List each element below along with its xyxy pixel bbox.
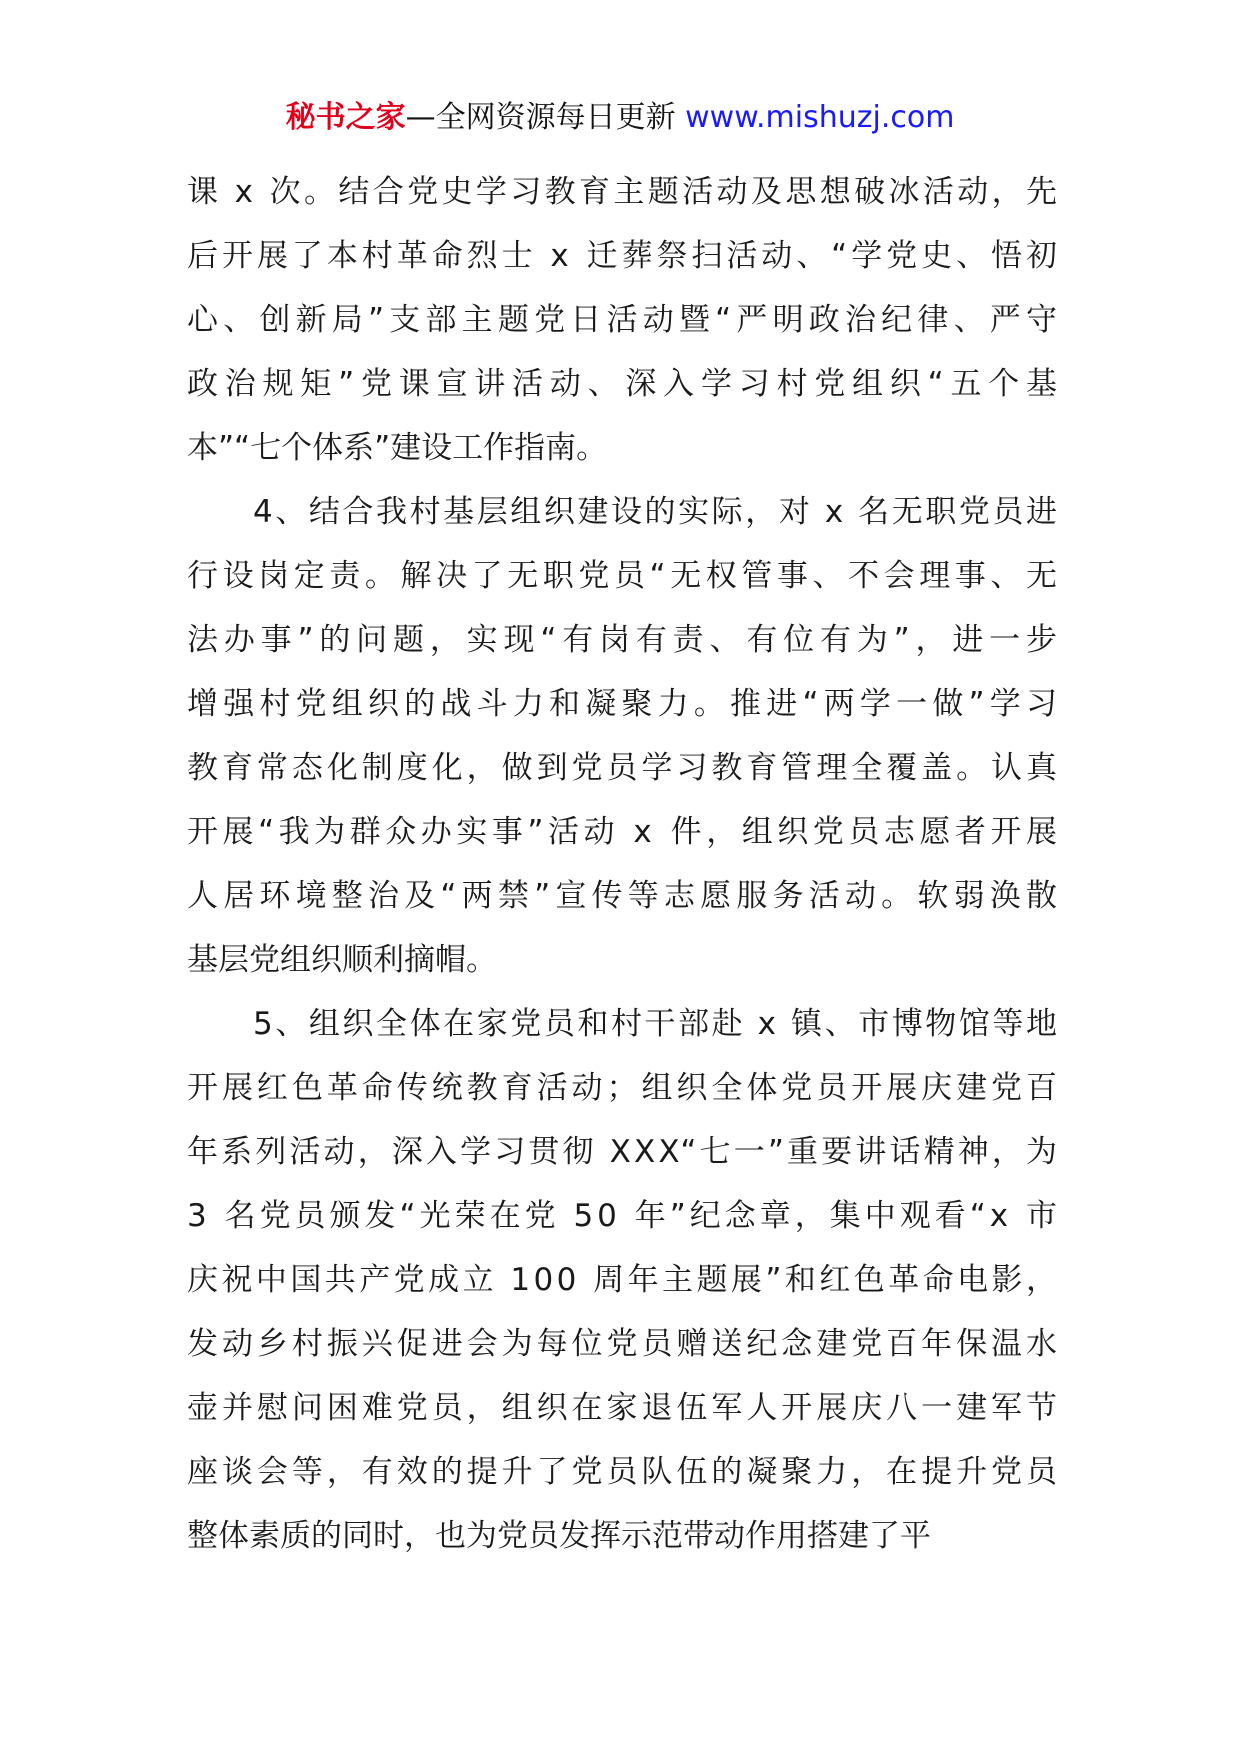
paragraph-first-line: 4、结合我村基层组织建设的实际，对 x 名无职党员进 <box>253 494 1060 530</box>
text-line: 开展“我为群众办实事”活动 x 件，组织党员志愿者开展 <box>187 814 1062 850</box>
paragraph-first-line: 5、组织全体在家党员和村干部赴 x 镇、市博物馆等地 <box>253 1006 1060 1042</box>
text-line: 后开展了本村革命烈士 x 迁葬祭扫活动、“学党史、悟初 <box>187 238 1061 274</box>
site-url-link[interactable]: www.mishuzj.com <box>685 100 955 135</box>
text-line: 本”“七个体系”建设工作指南。 <box>187 430 608 466</box>
document-body <box>187 160 1064 1568</box>
text-line: 增强村党组织的战斗力和凝聚力。推进“两学一做”学习 <box>187 686 1063 722</box>
site-tagline: —全网资源每日更新 <box>405 100 686 135</box>
text-line: 政治规矩”党课宣讲活动、深入学习村党组织“五个基 <box>187 366 1064 402</box>
text-line: 开展红色革命传统教育活动；组织全体党员开展庆建党百 <box>187 1070 1061 1106</box>
text-line: 基层党组织顺利摘帽。 <box>187 942 497 978</box>
text-line: 年系列活动，深入学习贯彻 XXX“七一”重要讲话精神，为 <box>187 1134 1061 1170</box>
text-line: 庆祝中国共产党成立 100 周年主题展”和红色革命电影， <box>187 1262 1061 1298</box>
page-header <box>0 98 1240 138</box>
text-line: 发动乡村振兴促进会为每位党员赠送纪念建党百年保温水 <box>187 1326 1061 1362</box>
text-line: 整体素质的同时，也为党员发挥示范带动作用搭建了平 <box>187 1518 931 1554</box>
text-line: 教育常态化制度化，做到党员学习教育管理全覆盖。认真 <box>187 750 1061 786</box>
text-line: 法办事”的问题，实现“有岗有责、有位有为”，进一步 <box>187 622 1063 658</box>
text-line: 3 名党员颁发“光荣在党 50 年”纪念章，集中观看“x 市 <box>187 1198 1061 1234</box>
site-brand: 秘书之家 <box>285 100 406 135</box>
text-line: 心、创新局”支部主题党日活动暨“严明政治纪律、严守 <box>187 302 1063 338</box>
text-line: 壶并慰问困难党员，组织在家退伍军人开展庆八一建军节 <box>187 1390 1061 1426</box>
text-line: 人居环境整治及“两禁”宣传等志愿服务活动。软弱涣散 <box>187 878 1063 914</box>
text-line: 座谈会等，有效的提升了党员队伍的凝聚力，在提升党员 <box>187 1454 1061 1490</box>
text-line: 行设岗定责。解决了无职党员“无权管事、不会理事、无 <box>187 558 1062 594</box>
text-line: 课 x 次。结合党史学习教育主题活动及思想破冰活动，先 <box>187 174 1061 210</box>
